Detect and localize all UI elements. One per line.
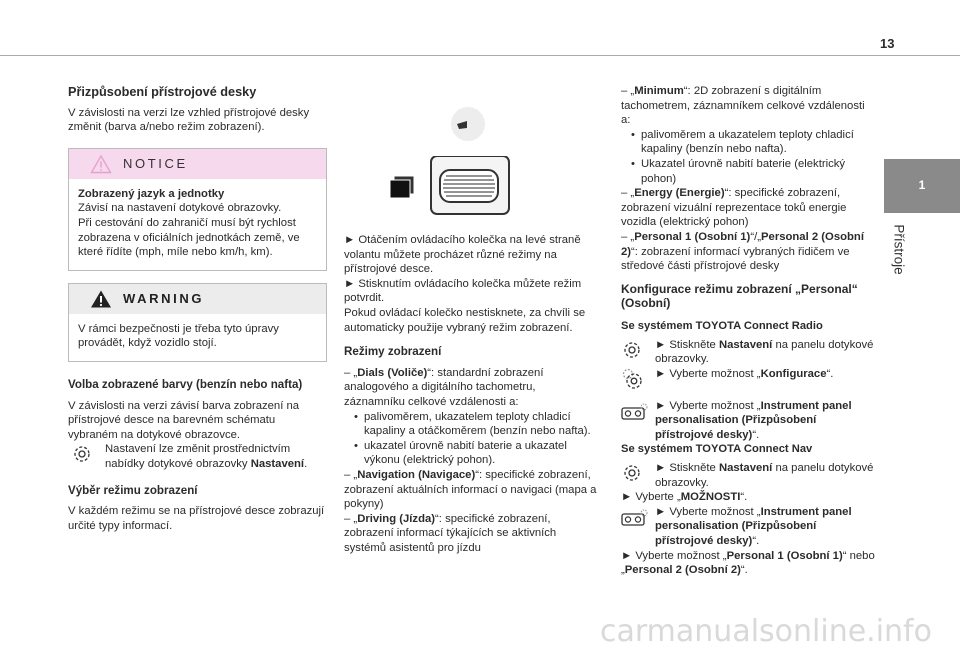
list-item: • palivoměrem a ukazatelem teploty chladicí kapaliny (benzín nebo nafta). — [641, 128, 876, 157]
step-press: ► Stisknutím ovládacího kolečka můžete režim potvrdit. — [344, 277, 582, 305]
right-column — [621, 84, 876, 578]
control-wheel-illustration — [388, 156, 528, 221]
mode-driving-dash: – „ — [344, 512, 358, 525]
mode-heading: Výběr režimu zobrazení — [68, 483, 198, 497]
settings-gear-icon — [71, 443, 93, 465]
list-item: • Ukazatel úrovně nabití baterie (elektrický pohon) — [641, 157, 876, 186]
notice-header — [69, 149, 326, 179]
config-heading: Konfigurace režimu zobrazení „Personal“ (Osobní) — [621, 281, 858, 311]
notice-box — [68, 148, 327, 271]
mode-nav-name: Navigation (Navigace) — [357, 468, 476, 481]
radio-s1-bold: Nastavení — [718, 338, 773, 351]
mode-nav-desc: “: specifické zobrazení, zobrazení aktuálních informací o navigaci (mapa a pokyny) — [344, 468, 597, 511]
radio-s1-text: ► Stiskněte — [655, 338, 719, 351]
notice-line-2: Při cestování do zahraničí musí být rychlost zobrazena v oficiálních jednotkách země, ve které řídíte (mph, míle nebo km/h, km). — [78, 216, 300, 259]
color-note-end: . — [304, 457, 308, 470]
nav-step-3 — [621, 505, 876, 549]
nav-heading: Se systémem TOYOTA Connect Nav — [621, 443, 813, 456]
mode-navigation — [344, 468, 599, 512]
notice-heading: Zobrazený jazyk a jednotky — [78, 187, 225, 200]
chapter-tab[interactable] — [884, 159, 960, 213]
nav-s1-text: ► Stiskněte — [655, 462, 719, 475]
nav-s4-text: ► Vyberte možnost „ — [621, 549, 727, 562]
nav-s4-bold-1: Personal 1 (Osobní 1) — [726, 549, 843, 562]
warning-box — [68, 283, 327, 362]
nav-s3-end: “. — [752, 535, 760, 548]
color-note — [68, 442, 327, 471]
radio-step-2 — [621, 367, 876, 389]
warning-text: V rámci bezpečnosti je třeba tyto úpravy provádět, když vozidlo stojí. — [78, 322, 279, 350]
mode-dials-name: Dials (Voliče) — [357, 366, 428, 379]
nav-s4-bold-2: Personal 2 (Osobní 2) — [624, 564, 741, 577]
mode-driving — [344, 512, 599, 556]
list-item: • palivoměrem, ukazatelem teploty chladicí kapaliny a otáčkoměrem (benzín nebo nafta). — [364, 410, 599, 439]
mode-dials-desc: “: standardní zobrazení analogového a digitálního tachometru, záznamníku celkové vzdálenosti a: — [344, 366, 544, 408]
mode-text: V každém režimu se na přístrojové desce zobrazují určité typy informací. — [68, 505, 325, 532]
warning-title: WARNING — [123, 290, 205, 306]
nav-s1-end: na panelu dotykové obrazovky. — [655, 462, 874, 489]
mode-min-dash: – „ — [621, 85, 635, 97]
left-column — [68, 85, 327, 533]
warning-header — [69, 284, 326, 314]
radio-heading: Se systémem TOYOTA Connect Radio — [621, 319, 823, 332]
mode-energy-dash: – „ — [621, 187, 635, 200]
mode-dials — [344, 366, 599, 410]
auto-apply-text: Pokud ovládací kolečko nestisknete, za chvíli se automaticky použije vybraný režim zobrazení. — [344, 306, 586, 334]
mode-min-desc: “: 2D zobrazení s digitálním tachometrem, záznamníkem celkové vzdálenosti a: — [621, 85, 865, 127]
mode-driving-desc: “: specifické zobrazení, zobrazení informací týkajících se aktivních systémů asistentů pro jízdu — [344, 512, 557, 554]
list-item: • ukazatel úrovně nabití baterie a ukazatel výkonu (elektrický pohon). — [364, 439, 599, 468]
notice-title: NOTICE — [123, 155, 188, 171]
color-text: V závislosti na verzi závisí barva zobrazení na přístrojové desce na barevném schématu vybraném na dotykové obrazovce. — [68, 399, 300, 441]
mode-nav-dash: – „ — [344, 468, 358, 481]
section-title: Přizpůsobení přístrojové desky — [68, 85, 257, 99]
mode-personal-dash: – „ — [621, 230, 635, 243]
page-number: 13 — [880, 36, 895, 51]
nav-step-2 — [621, 490, 876, 505]
nav-s3-text: ► Vyberte možnost „ — [655, 505, 761, 518]
mode-energy-name: Energy (Energie) — [634, 187, 725, 200]
color-note-text: Nastavení lze změnit prostřednictvím nabídky dotykové obrazovky — [105, 443, 291, 470]
radio-s3-bold: Instrument panel personalisation (Přizpůsobení přístrojové desky) — [655, 399, 852, 441]
mode-personal-sep: “/„ — [750, 230, 761, 243]
nav-s4-end: “. — [740, 564, 748, 577]
notice-icon — [90, 154, 112, 174]
nav-s4-sep: “ nebo „ — [621, 549, 875, 577]
radio-s2-text: ► Vyberte možnost „ — [655, 367, 761, 380]
nav-s1-bold: Nastavení — [718, 462, 773, 475]
settings-gear-icon — [621, 462, 643, 484]
modes-heading: Režimy zobrazení — [344, 345, 442, 359]
instrument-panel-icon — [621, 403, 649, 421]
mode-personal — [621, 230, 876, 274]
nav-s2-bold: MOŽNOSTI — [680, 491, 741, 504]
mode-energy — [621, 186, 876, 230]
mode-min-name: Minimum — [634, 85, 684, 97]
instrument-panel-icon — [621, 509, 649, 527]
step-rotate: ► Otáčením ovládacího kolečka na levé straně volantu můžete procházet různé režimy na přístrojové desce. — [344, 234, 581, 276]
notice-line-1: Závisí na nastavení dotykové obrazovky. — [78, 202, 282, 215]
watermark: carmanualsonline.info — [600, 614, 932, 649]
mode-personal-desc: “: zobrazení informací vybraných řidičem ve středové části přístrojové desky — [621, 245, 850, 273]
warning-icon — [90, 289, 112, 309]
nav-s3-bold: Instrument panel personalisation (Přizpůsobení přístrojové desky) — [655, 505, 852, 548]
intro-text: V závislosti na verzi lze vzhled přístrojové desky změnit (barva a/nebo režim zobrazení). — [68, 106, 310, 134]
middle-column — [344, 233, 599, 555]
minimum-list — [621, 128, 876, 186]
mode-energy-desc: “: specifické zobrazení, zobrazení vizuální reprezentace toků energie vozidla (elektrický pohon) — [621, 187, 847, 229]
mode-dials-dash: – „ — [344, 366, 358, 379]
steering-wheel-icon — [443, 104, 493, 149]
settings-gear-icon — [621, 339, 643, 361]
mode-personal-2: Personal 2 (Osobní 2) — [621, 230, 864, 258]
dials-list — [344, 410, 599, 468]
radio-s3-text: ► Vyberte možnost „ — [655, 399, 761, 412]
radio-s1-end: na panelu dotykové obrazovky. — [655, 338, 874, 366]
nav-s2-text: ► Vyberte „ — [621, 491, 681, 504]
chapter-label-text: Přístroje — [891, 224, 907, 275]
radio-s3-end: “. — [752, 428, 760, 441]
color-note-bold: Nastavení — [250, 457, 305, 470]
radio-s2-bold: Konfigurace — [760, 367, 827, 380]
mode-personal-1: Personal 1 (Osobní 1) — [634, 230, 751, 243]
header-rule — [0, 55, 960, 56]
chapter-number: 1 — [918, 178, 926, 192]
chapter-label — [887, 216, 913, 296]
mode-minimum — [621, 84, 876, 128]
radio-step-3 — [621, 399, 876, 443]
radio-step-1 — [621, 338, 876, 367]
color-heading: Volba zobrazené barvy (benzín nebo nafta) — [68, 377, 303, 391]
nav-step-4 — [621, 549, 876, 578]
configuration-gears-icon — [621, 367, 645, 391]
nav-step-1 — [621, 461, 876, 490]
mode-driving-name: Driving (Jízda) — [357, 512, 436, 525]
radio-s2-end: “. — [826, 367, 834, 380]
nav-s2-end: “. — [740, 491, 748, 504]
